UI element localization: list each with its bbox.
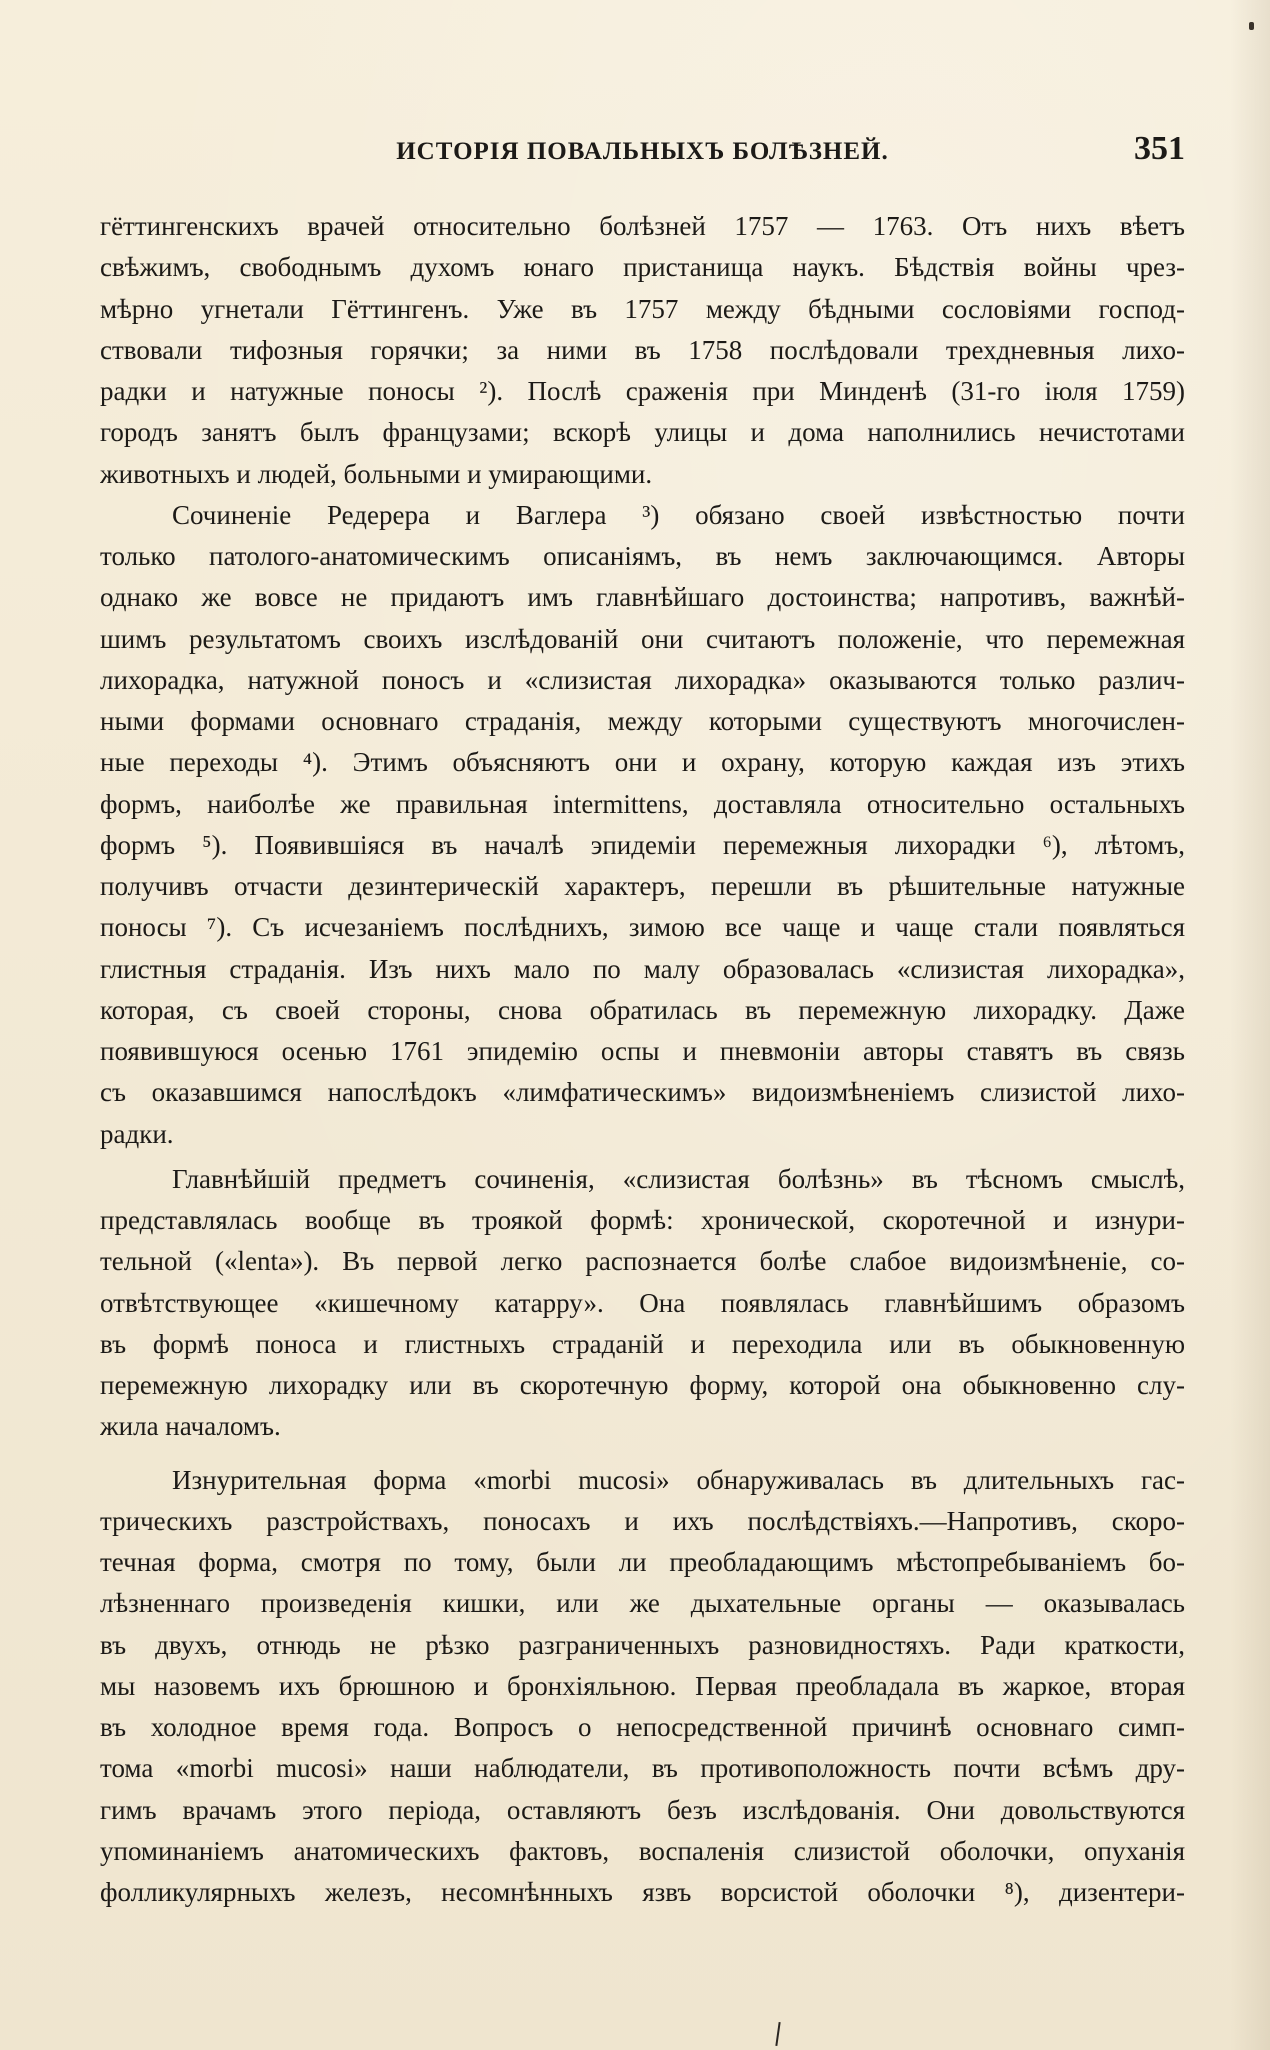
text-line: лихорадка, натужной поносъ и «слизистая лихорадка» оказываются только различ- [100,664,1185,695]
text-line: представлялась вообще въ троякой формѣ: хронической, скоротечной и изнури- [100,1205,1185,1235]
text-line: которая, съ своей стороны, снова обратилась въ перемежную лихорадку. Даже [100,994,1185,1025]
text-block [100,206,1185,1913]
text-line: Изнурительная форма «morbi mucosi» обнаруживалась въ длительныхъ гас- [172,1464,1185,1495]
text-line: поносы ⁷). Съ исчезаніемъ послѣднихъ, зимою все чаще и чаще стали появляться [100,912,1185,943]
running-title: ИСТОРІЯ ПОВАЛЬНЫХЪ БОЛѢЗНЕЙ. [396,138,889,165]
text-line: упоминаніемъ анатомическихъ фактовъ, воспаленія слизистой оболочки, опуханія [100,1835,1185,1866]
text-line: глистныя страданія. Изъ нихъ мало по малу образовалась «слизистая лихорадка», [100,953,1185,984]
text-line: гимъ врачамъ этого періода, оставляютъ безъ изслѣдованія. Они довольствуются [100,1794,1185,1825]
footer-mark [775,2022,780,2046]
text-line: отвѣтствующее «кишечному катарру». Она появлялась главнѣйшимъ образомъ [100,1287,1185,1318]
text-line: Главнѣйшій предметъ сочиненія, «слизистая болѣзнь» въ тѣсномъ смыслѣ, [172,1163,1185,1194]
text-line: течная форма, смотря по тому, были ли преобладающимъ мѣстопребываніемъ бо- [100,1547,1185,1577]
page-edge-shadow [1230,0,1270,2050]
text-line: формъ, наиболѣе же правильная intermittens, доставляла относительно остальныхъ [100,788,1185,819]
text-line: мѣрно угнетали Гёттингенъ. Уже въ 1757 между бѣдными сословіями господ- [100,293,1185,324]
text-line: трическихъ разстройствахъ, поносахъ и ихъ послѣдствіяхъ.—Напротивъ, скоро- [100,1505,1185,1536]
text-line: появившуюся осенью 1761 эпидемію оспы и пневмоніи авторы ставятъ въ связь [100,1036,1185,1066]
text-line: жила началомъ. [100,1411,281,1442]
text-line: шимъ результатомъ своихъ изслѣдованій они считаютъ положеніе, что перемежная [100,623,1185,654]
text-line: въ холодное время года. Вопросъ о непосредственной причинѣ основнаго симп- [100,1712,1185,1742]
text-line: мы назовемъ ихъ брюшною и бронхіяльною. Первая преобладала въ жаркое, вторая [100,1670,1185,1701]
text-line: городъ занятъ былъ французами; вскорѣ улицы и дома наполнились нечистотами [100,417,1185,448]
text-line: ные переходы ⁴). Этимъ объясняютъ они и охрану, которую каждая изъ этихъ [100,747,1185,778]
text-line: тома «morbi mucosi» наши наблюдатели, въ противоположность почти всѣмъ дру- [100,1753,1185,1784]
text-line: радки и натужные поносы ²). Послѣ сраженія при Минденѣ (31-го іюля 1759) [100,376,1185,406]
text-line: Сочиненіе Редерера и Ваглера ³) обязано своей извѣстностью почти [172,499,1185,530]
text-line: формъ ⁵). Появившіяся въ началѣ эпидеміи перемежныя лихорадки ⁶), лѣтомъ, [100,829,1185,860]
text-line: ными формами основнаго страданія, между которыми существуютъ многочислен- [100,706,1185,736]
text-line: радки. [100,1118,174,1149]
text-line: перемежную лихорадку или въ скоротечную форму, которой она обыкновенно слу- [100,1370,1185,1400]
text-line: животныхъ и людей, больными и умирающими. [100,458,653,489]
text-line: однако же вовсе не придаютъ имъ главнѣйшаго достоинства; напротивъ, важнѣй- [100,582,1185,613]
text-line: гёттингенскихъ врачей относительно болѣзней 1757 — 1763. Отъ нихъ вѣетъ [100,211,1185,241]
text-line: фолликулярныхъ железъ, несомнѣнныхъ язвъ ворсистой оболочки ⁸), дизентери- [100,1877,1185,1907]
text-line: лѣзненнаго произведенія кишки, или же дыхательные органы — оказывалась [100,1588,1185,1619]
text-line: получивъ отчасти дезинтерическій характеръ, перешли въ рѣшительные натужные [100,871,1185,901]
page-number: 351 [1134,130,1185,167]
text-line: только патолого-анатомическимъ описаніямъ, въ немъ заключающимся. Авторы [100,541,1185,571]
running-head [100,130,1185,178]
text-line: свѣжимъ, свободнымъ духомъ юнаго пристанища наукъ. Бѣдствія войны чрез- [100,252,1185,283]
text-line: ствовали тифозныя горячки; за ними въ 1758 послѣдовали трехдневныя лихо- [100,334,1185,365]
text-line: въ двухъ, отнюдь не рѣзко разграниченныхъ разновидностяхъ. Ради краткости, [100,1629,1185,1660]
text-line: тельной («lenta»). Въ первой легко распознается болѣе слабое видоизмѣненіе, со- [100,1246,1185,1277]
text-line: въ формѣ поноса и глистныхъ страданій и переходила или въ обыкновенную [100,1328,1185,1359]
text-line: съ оказавшимся напослѣдокъ «лимфатическимъ» видоизмѣненіемъ слизистой лихо- [100,1077,1185,1108]
corner-mark [1249,22,1254,30]
